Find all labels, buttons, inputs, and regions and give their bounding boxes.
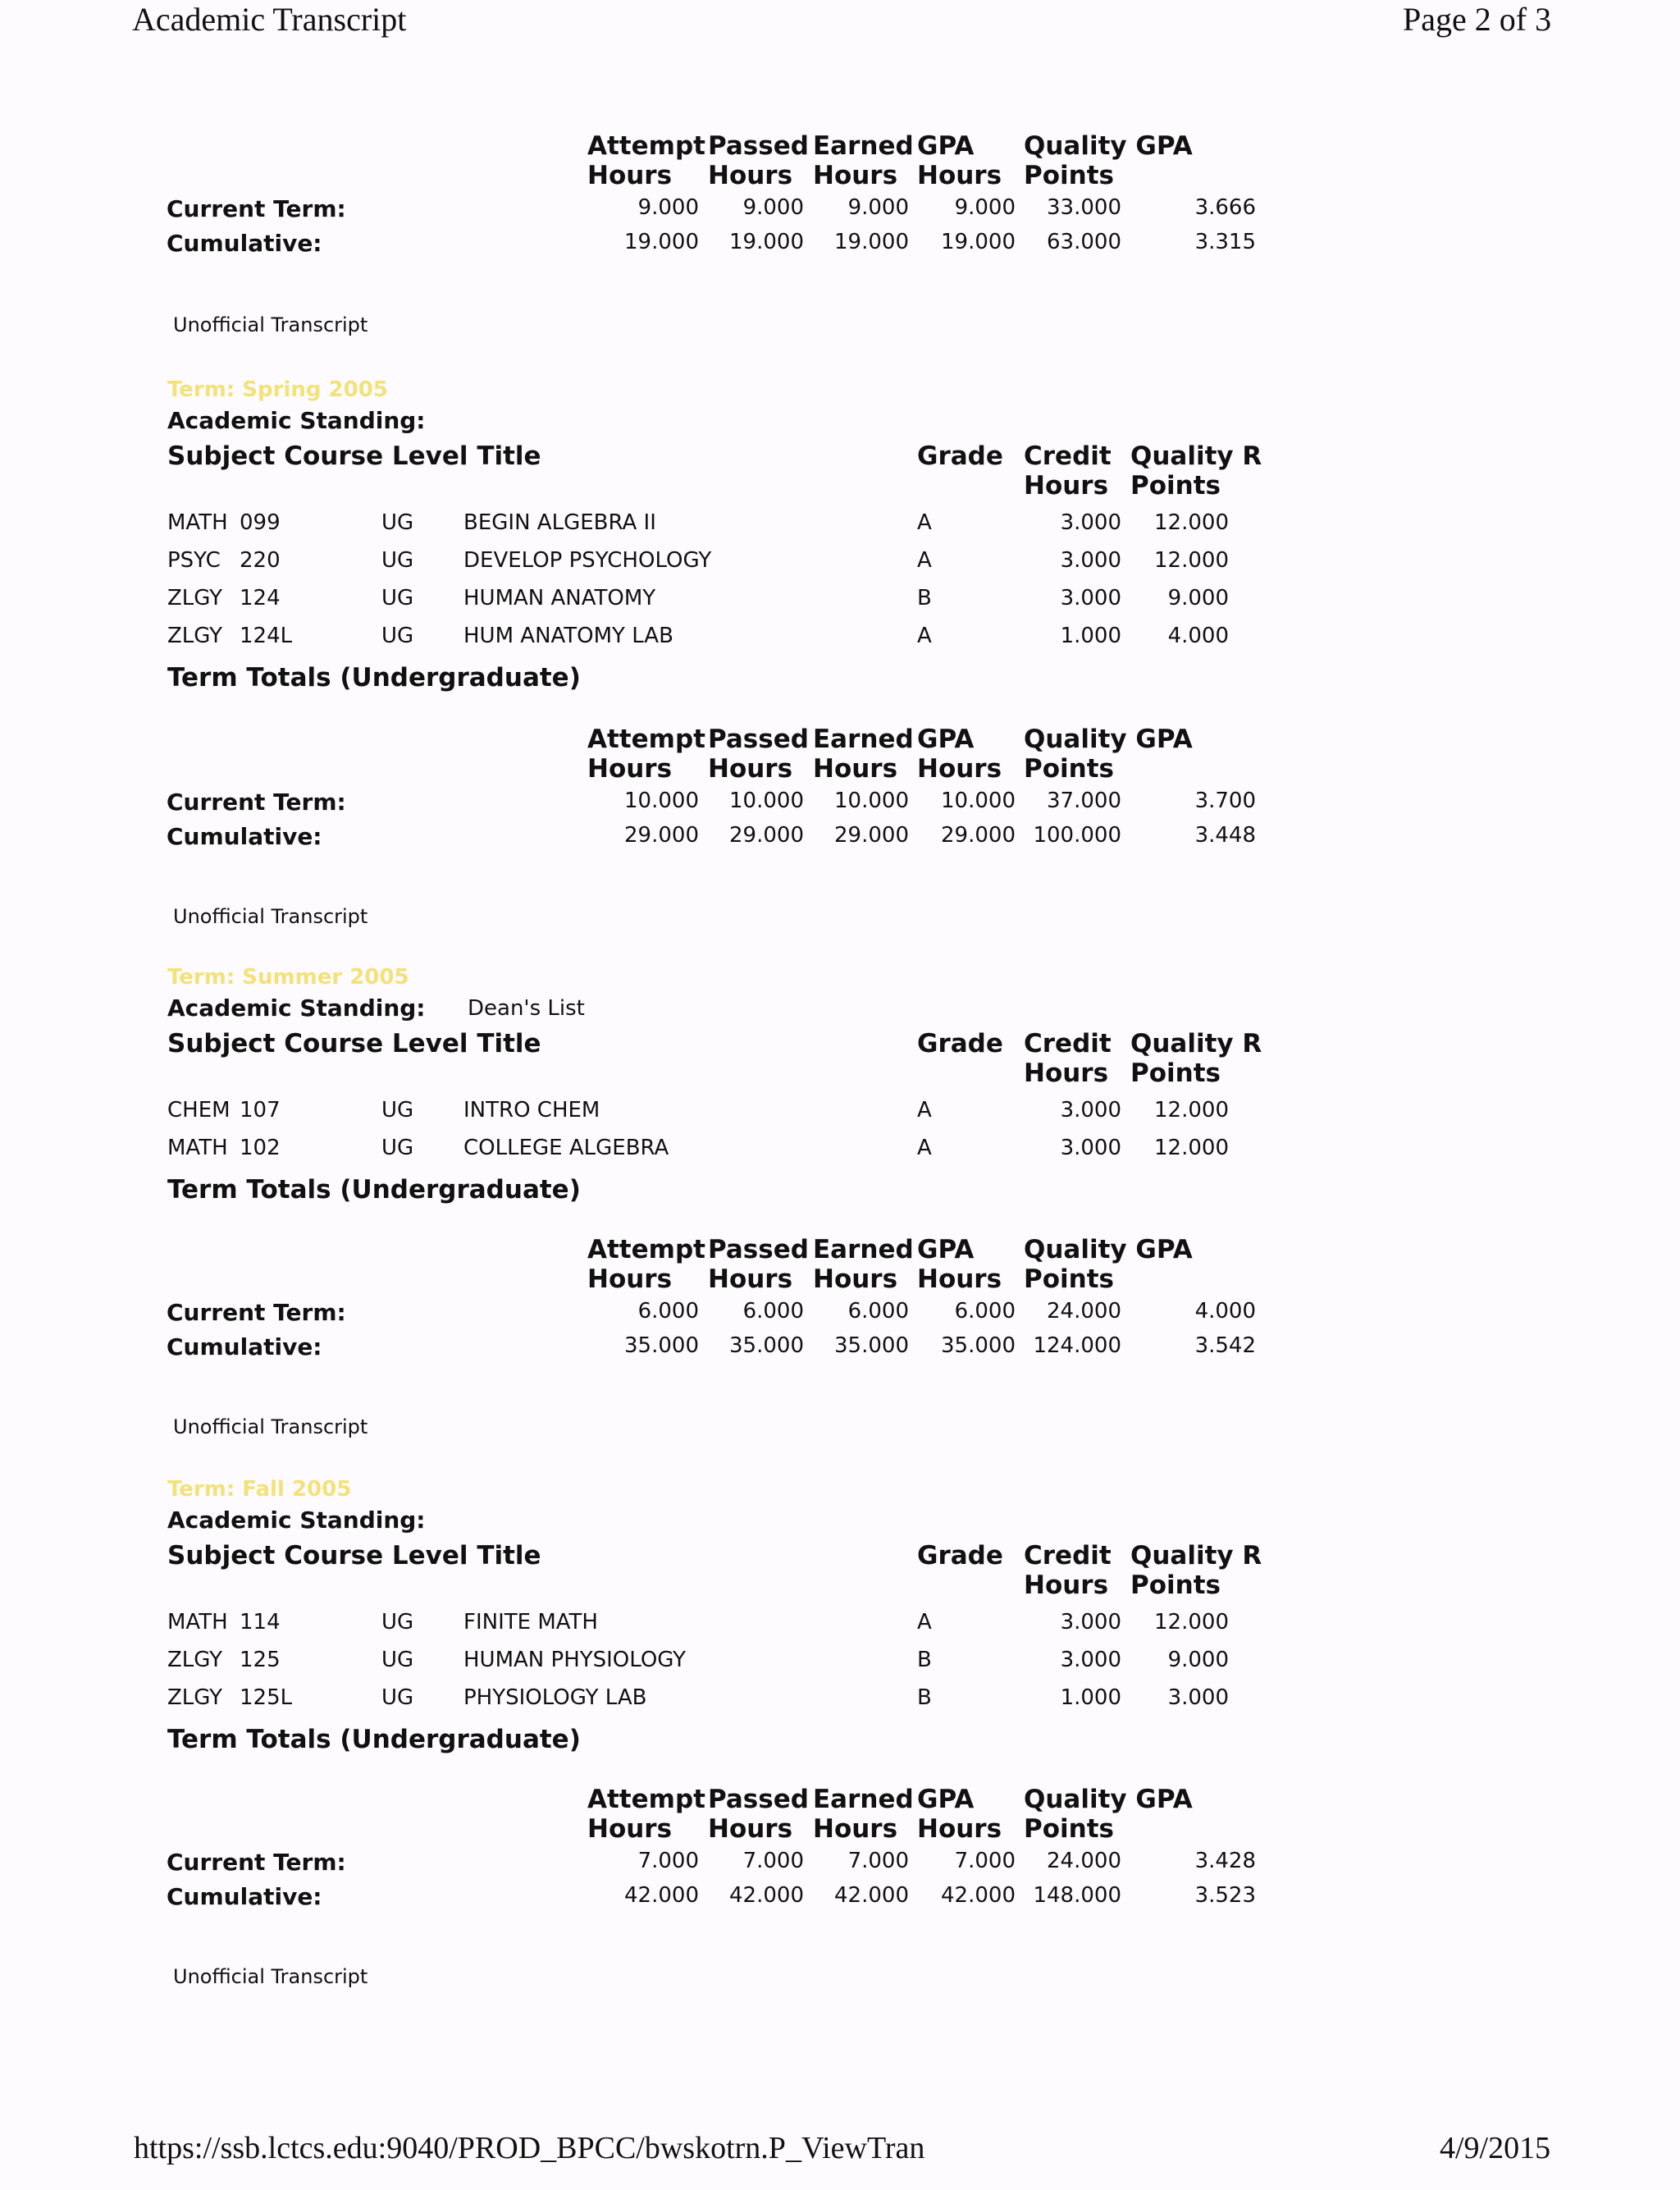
current-value: 3.666 (1194, 195, 1256, 220)
course-subject: PSYC (167, 548, 221, 573)
course-title: HUM ANATOMY LAB (463, 624, 673, 648)
course-level: UG (381, 548, 414, 573)
course-credit-hours: 3.000 (1060, 1098, 1121, 1122)
course-quality-points: 12.000 (1154, 548, 1229, 573)
course-quality-points: 12.000 (1154, 1610, 1229, 1634)
col-header-gpa-hours: GPA Hours (917, 131, 1002, 190)
cumulative-value: 29.000 (941, 823, 1016, 848)
course-number: 124L (240, 624, 293, 648)
current-term-label: Current Term: (167, 1849, 346, 1876)
col-header-quality-points: Quality GPA Points (1024, 725, 1193, 784)
course-grade: A (917, 624, 932, 648)
course-quality-points: 9.000 (1167, 586, 1229, 610)
current-value: 6.000 (954, 1299, 1016, 1324)
current-value: 4.000 (1194, 1299, 1256, 1324)
course-title: INTRO CHEM (463, 1098, 600, 1122)
term-title: Term: Summer 2005 (167, 965, 409, 990)
academic-standing-label: Academic Standing: (167, 1506, 426, 1534)
term-totals-block (0, 1235, 1680, 1374)
course-number: 107 (240, 1098, 281, 1122)
cumulative-value: 42.000 (729, 1883, 804, 1908)
current-value: 7.000 (742, 1849, 804, 1873)
course-level: UG (381, 1136, 414, 1160)
course-number: 124 (240, 586, 281, 610)
cumulative-value: 148.000 (1033, 1883, 1121, 1908)
course-grade: B (917, 1685, 932, 1710)
credit-hours-header: Credit Hours (1024, 1029, 1112, 1088)
current-value: 9.000 (742, 195, 804, 220)
course-title: DEVELOP PSYCHOLOGY (463, 548, 712, 573)
course-title: HUMAN PHYSIOLOGY (463, 1648, 687, 1672)
course-grade: A (917, 510, 932, 535)
course-title: COLLEGE ALGEBRA (463, 1136, 669, 1160)
col-header-gpa-hours: GPA Hours (917, 1235, 1002, 1294)
course-credit-hours: 3.000 (1060, 1610, 1121, 1634)
grade-header: Grade (917, 441, 1003, 471)
term-totals-block (0, 725, 1680, 864)
course-number: 125 (240, 1648, 281, 1672)
course-subject: MATH (167, 510, 228, 535)
col-header-earned: Earned Hours (813, 131, 914, 190)
term-title: Term: Spring 2005 (167, 377, 388, 402)
course-credit-hours: 3.000 (1060, 548, 1121, 573)
academic-standing-label: Academic Standing: (167, 407, 426, 434)
cumulative-value: 42.000 (834, 1883, 909, 1908)
term-totals-block (0, 131, 1680, 271)
cumulative-label: Cumulative: (167, 823, 322, 850)
quality-points-header: Quality R Points (1130, 1029, 1262, 1088)
course-number: 102 (240, 1136, 281, 1160)
course-grade: A (917, 548, 932, 573)
current-value: 37.000 (1047, 789, 1121, 813)
cumulative-value: 3.448 (1194, 823, 1256, 848)
course-title: BEGIN ALGEBRA II (463, 510, 656, 535)
course-level: UG (381, 586, 414, 610)
quality-points-header: Quality R Points (1130, 441, 1262, 501)
course-subject: ZLGY (167, 624, 223, 648)
current-value: 10.000 (729, 789, 804, 813)
col-header-gpa-hours: GPA Hours (917, 1785, 1002, 1844)
col-header-quality-points: Quality GPA Points (1024, 1235, 1193, 1294)
footer-url: https://ssb.lctcs.edu:9040/PROD_BPCC/bwskotrn.P_ViewTran (134, 2131, 925, 2165)
page-number: Page 2 of 3 (1403, 1, 1552, 38)
course-grade: A (917, 1098, 932, 1122)
course-number: 114 (240, 1610, 281, 1634)
course-credit-hours: 3.000 (1060, 1648, 1121, 1672)
unofficial-transcript-label: Unofficial Transcript (173, 905, 368, 928)
course-quality-points: 12.000 (1154, 1136, 1229, 1160)
term-totals-heading: Term Totals (Undergraduate) (167, 1725, 581, 1754)
cumulative-value: 3.315 (1194, 230, 1256, 254)
current-value: 24.000 (1047, 1849, 1121, 1873)
cumulative-value: 19.000 (834, 230, 909, 254)
course-subject: MATH (167, 1136, 228, 1160)
col-header-quality-points: Quality GPA Points (1024, 1785, 1193, 1844)
term-totals-heading: Term Totals (Undergraduate) (167, 663, 581, 693)
current-value: 10.000 (834, 789, 909, 813)
current-value: 7.000 (637, 1849, 699, 1873)
current-value: 9.000 (637, 195, 699, 220)
course-credit-hours: 1.000 (1060, 624, 1121, 648)
grade-header: Grade (917, 1541, 1003, 1570)
course-subject: ZLGY (167, 1648, 223, 1672)
credit-hours-header: Credit Hours (1024, 1541, 1112, 1600)
current-value: 33.000 (1047, 195, 1121, 220)
course-number: 220 (240, 548, 281, 573)
course-number: 125L (240, 1685, 293, 1710)
col-header-attempt: Attempt Hours (587, 1235, 705, 1294)
current-value: 10.000 (941, 789, 1016, 813)
col-header-passed: Passed Hours (708, 1235, 809, 1294)
col-header-earned: Earned Hours (813, 1785, 914, 1844)
current-value: 6.000 (847, 1299, 909, 1324)
term-totals-heading: Term Totals (Undergraduate) (167, 1175, 581, 1205)
page-header-title: Academic Transcript (132, 1, 407, 38)
cumulative-value: 35.000 (941, 1333, 1016, 1358)
cumulative-value: 19.000 (729, 230, 804, 254)
course-level: UG (381, 1610, 414, 1634)
cumulative-value: 3.542 (1194, 1333, 1256, 1358)
current-value: 6.000 (637, 1299, 699, 1324)
cumulative-label: Cumulative: (167, 1883, 322, 1910)
unofficial-transcript-label: Unofficial Transcript (173, 1415, 368, 1438)
current-value: 9.000 (954, 195, 1016, 220)
academic-standing-label: Academic Standing: (167, 994, 426, 1022)
credit-hours-header: Credit Hours (1024, 441, 1112, 501)
course-table-header: Subject Course Level Title (167, 441, 541, 471)
course-table-header: Subject Course Level Title (167, 1029, 541, 1058)
course-grade: A (917, 1136, 932, 1160)
term-title: Term: Fall 2005 (167, 1477, 352, 1502)
course-grade: B (917, 1648, 932, 1672)
current-value: 9.000 (847, 195, 909, 220)
course-quality-points: 9.000 (1167, 1648, 1229, 1672)
course-quality-points: 12.000 (1154, 1098, 1229, 1122)
col-header-attempt: Attempt Hours (587, 131, 705, 190)
cumulative-value: 42.000 (624, 1883, 699, 1908)
cumulative-value: 63.000 (1047, 230, 1121, 254)
col-header-quality-points: Quality GPA Points (1024, 131, 1193, 190)
course-subject: ZLGY (167, 1685, 223, 1710)
cumulative-value: 42.000 (941, 1883, 1016, 1908)
cumulative-label: Cumulative: (167, 230, 322, 257)
current-value: 10.000 (624, 789, 699, 813)
cumulative-value: 29.000 (624, 823, 699, 848)
course-quality-points: 3.000 (1167, 1685, 1229, 1710)
course-level: UG (381, 1648, 414, 1672)
current-value: 3.700 (1194, 789, 1256, 813)
term-totals-block (0, 1785, 1680, 1924)
footer-date: 4/9/2015 (1440, 2131, 1551, 2165)
col-header-passed: Passed Hours (708, 1785, 809, 1844)
course-table-header: Subject Course Level Title (167, 1541, 541, 1570)
cumulative-value: 35.000 (834, 1333, 909, 1358)
course-subject: MATH (167, 1610, 228, 1634)
current-value: 6.000 (742, 1299, 804, 1324)
course-title: HUMAN ANATOMY (463, 586, 656, 610)
cumulative-value: 29.000 (834, 823, 909, 848)
current-value: 3.428 (1194, 1849, 1256, 1873)
course-level: UG (381, 1098, 414, 1122)
col-header-attempt: Attempt Hours (587, 725, 705, 784)
course-level: UG (381, 510, 414, 535)
course-credit-hours: 1.000 (1060, 1685, 1121, 1710)
col-header-passed: Passed Hours (708, 131, 809, 190)
current-term-label: Current Term: (167, 1299, 346, 1326)
grade-header: Grade (917, 1029, 1003, 1058)
col-header-passed: Passed Hours (708, 725, 809, 784)
course-subject: CHEM (167, 1098, 231, 1122)
course-level: UG (381, 1685, 414, 1710)
academic-standing-value: Dean's List (468, 996, 585, 1021)
course-credit-hours: 3.000 (1060, 510, 1121, 535)
course-subject: ZLGY (167, 586, 223, 610)
col-header-attempt: Attempt Hours (587, 1785, 705, 1844)
course-grade: A (917, 1610, 932, 1634)
current-term-label: Current Term: (167, 195, 346, 222)
cumulative-value: 100.000 (1033, 823, 1121, 848)
cumulative-value: 29.000 (729, 823, 804, 848)
unofficial-transcript-label: Unofficial Transcript (173, 1965, 368, 1988)
course-title: FINITE MATH (463, 1610, 598, 1634)
col-header-earned: Earned Hours (813, 1235, 914, 1294)
course-quality-points: 4.000 (1167, 624, 1229, 648)
current-term-label: Current Term: (167, 789, 346, 816)
course-number: 099 (240, 510, 281, 535)
cumulative-value: 19.000 (941, 230, 1016, 254)
unofficial-transcript-label: Unofficial Transcript (173, 313, 368, 336)
current-value: 7.000 (954, 1849, 1016, 1873)
quality-points-header: Quality R Points (1130, 1541, 1262, 1600)
course-level: UG (381, 624, 414, 648)
current-value: 24.000 (1047, 1299, 1121, 1324)
course-quality-points: 12.000 (1154, 510, 1229, 535)
course-credit-hours: 3.000 (1060, 1136, 1121, 1160)
course-credit-hours: 3.000 (1060, 586, 1121, 610)
current-value: 7.000 (847, 1849, 909, 1873)
cumulative-label: Cumulative: (167, 1333, 322, 1360)
col-header-gpa-hours: GPA Hours (917, 725, 1002, 784)
course-grade: B (917, 586, 932, 610)
cumulative-value: 124.000 (1033, 1333, 1121, 1358)
col-header-earned: Earned Hours (813, 725, 914, 784)
cumulative-value: 35.000 (624, 1333, 699, 1358)
cumulative-value: 3.523 (1194, 1883, 1256, 1908)
cumulative-value: 19.000 (624, 230, 699, 254)
course-title: PHYSIOLOGY LAB (463, 1685, 647, 1710)
cumulative-value: 35.000 (729, 1333, 804, 1358)
